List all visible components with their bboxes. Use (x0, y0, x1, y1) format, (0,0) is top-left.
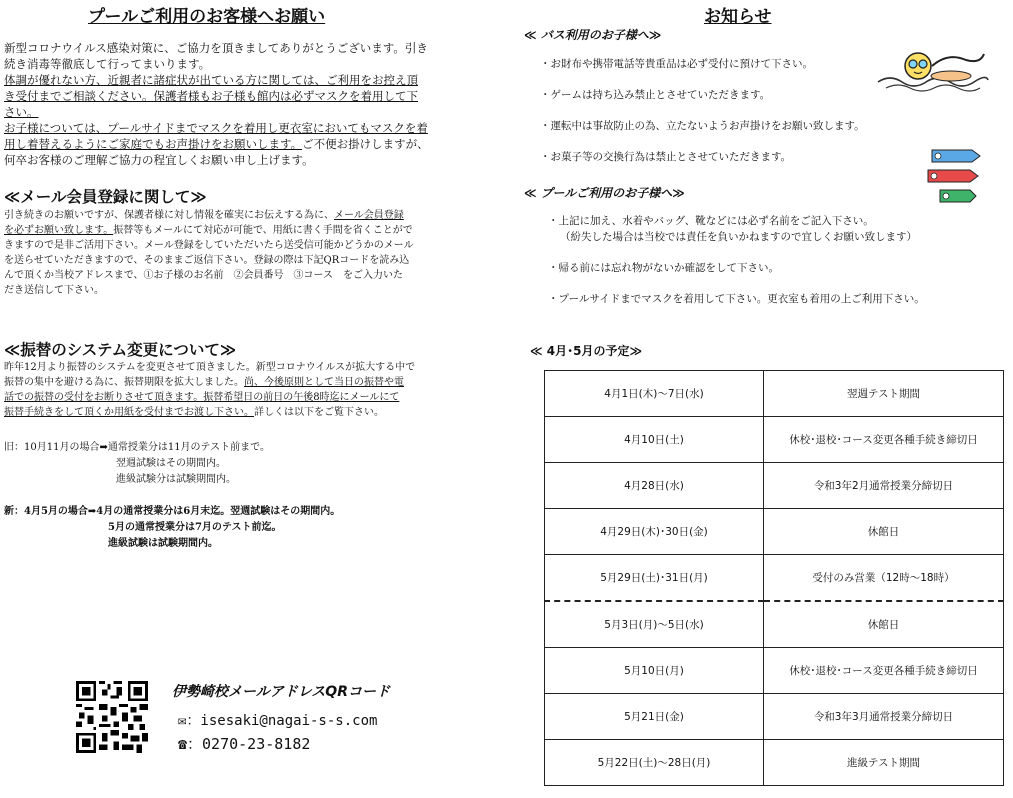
new-line-1: 新：4月5月の場合➡4月の通常授業分は6月末迄。翌週試験はその期間内。 (4, 506, 341, 517)
schedule-table (544, 370, 1004, 786)
schedule-date: 5月10日(月) (545, 648, 764, 694)
intro-ul-5-row (4, 136, 429, 152)
mail-line-1 (4, 208, 404, 224)
notice-title: お知らせ (704, 7, 772, 27)
phone-number[interactable]: ☎：0270-23-8182 (178, 735, 311, 753)
mail-line-1-text: 引き続きのお願いですが、保護者様に対し情報を確実にお伝えする為に、 (4, 210, 334, 221)
furikae-line-2-text: 振替の集中を避ける為に、振替期限を拡大しました。 (4, 377, 244, 388)
schedule-event: 休校･退校･コース変更各種手続き締切日 (764, 648, 1004, 694)
schedule-date: 5月21日(金) (545, 694, 764, 740)
schedule-event: 受付のみ営業（12時～18時） (764, 555, 1004, 602)
mail-line-5: んで頂くか当校アドレスまで、①お子様のお名前 ②会員番号 ③コース をご入力いた (4, 270, 403, 281)
furikae-line-5: 詳しくは以下をご覧下さい。 (254, 407, 384, 418)
schedule-date: 5月3日(月)～5日(水) (545, 601, 764, 648)
old-line-2: 翌週試験はその期間内。 (116, 458, 226, 469)
mail-line-2-rest: 振替等もメールにて対応が可能で、用紙に書く手間を省くことがで (113, 225, 413, 236)
schedule-date: 4月1日(木)～7日(水) (545, 371, 764, 417)
pool-item-1-note: （紛失した場合は当校では責任を負いかねますので宜しくお願い致します） (560, 231, 917, 243)
furikae-line-1: 昨年12月より振替のシステムを変更させて頂きました。新型コロナウイルスが拡大する中で (4, 362, 416, 373)
schedule-title: ≪ 4月･5月の予定≫ (530, 344, 643, 358)
table-row (545, 740, 1004, 786)
table-row (545, 601, 1004, 648)
intro-last: 何卒お客様のご理解ご協力の程宜しくお願い申し上げます。 (4, 153, 314, 167)
pool-item-1: ・上記に加え、水着やバッグ、靴などには必ず名前をご記入下さい。 (548, 215, 874, 227)
intro-line-2: 続き消毒等徹底して行ってまいります。 (4, 57, 211, 71)
furikae-line-2 (4, 375, 404, 391)
table-row (545, 371, 1004, 417)
schedule-event: 休館日 (764, 509, 1004, 555)
intro-tail: ご不便お掛けしますが、 (302, 137, 429, 151)
furikae-line-4-text: 振替手続きをして頂くか用紙を受付までお渡し下さい。 (4, 407, 254, 418)
schedule-date: 4月29日(木)･30日(金) (545, 509, 764, 555)
mail-line-4: を送らせていただきますので、そのままご返信下さい。登録の際は下記QRコードを読み込 (4, 255, 410, 266)
new-line-2: 5月の通常授業分は7月のテスト前迄。 (108, 522, 282, 533)
schedule-event: 休館日 (764, 601, 1004, 648)
mail-underline-b: を必ずお願い致します。 (4, 225, 114, 236)
bus-section-title: ≪ バス利用のお子様へ≫ (524, 28, 662, 42)
schedule-date: 5月22日(土)～28日(月) (545, 740, 764, 786)
intro-ul-4: お子様については、プールサイドまでマスクを着用し更衣室においてもマスクを着 (4, 121, 428, 135)
mail-line-3: きますので是非ご活用下さい。メール登録をしていただいたら送受信可能かどうかのメール (4, 240, 414, 251)
table-row (545, 555, 1004, 602)
bus-item-4: ・お菓子等の交換行為は禁止とさせていただきます。 (540, 151, 792, 163)
furikae-ul-1: 尚、今後原則として当日の振替や電 (244, 377, 404, 388)
old-line-3: 進級試験分は試験期間内。 (116, 474, 236, 485)
mail-underline-a: メール会員登録 (334, 210, 404, 221)
intro-ul-3: さい。 (4, 105, 39, 119)
schedule-event: 休校･退校･コース変更各種手続き締切日 (764, 417, 1004, 463)
schedule-date: 4月28日(水) (545, 463, 764, 509)
table-row (545, 463, 1004, 509)
bus-item-2: ・ゲームは持ち込み禁止とさせていただきます。 (540, 89, 771, 101)
intro-line-1: 新型コロナウイルス感染対策に、ご協力を頂きましてありがとうございます。引き (4, 41, 428, 55)
koinobori-illustration-icon (926, 146, 984, 206)
schedule-event: 令和3年3月通常授業分締切日 (764, 694, 1004, 740)
pool-section-title: ≪ プールご利用のお子様へ≫ (524, 186, 685, 200)
pool-item-3: ・プールサイドまでマスクを着用して下さい。更衣室も着用の上ご利用下さい。 (548, 293, 925, 305)
intro-ul-2: き受付までご相談ください。保護者様もお子様も館内は必ずマスクを着用して下 (4, 89, 418, 103)
furikae-line-3: 話での振替の受付をお断りさせて頂きます。振替希望日の前日の午後8時迄にメールにて (4, 392, 400, 403)
furikae-line-4 (4, 405, 384, 421)
schedule-event: 翌週テスト期間 (764, 371, 1004, 417)
bus-item-1: ・お財布や携帯電話等貴重品は必ず受付に預けて下さい。 (540, 58, 813, 70)
schedule-date: 5月29日(土)･31日(月) (545, 555, 764, 602)
mail-line-6: だき送信して下さい。 (4, 285, 104, 296)
table-row (545, 509, 1004, 555)
schedule-event: 進級テスト期間 (764, 740, 1004, 786)
pool-notice-title: プールご利用のお客様へお願い (88, 7, 326, 27)
furikae-section-title: ≪振替のシステム変更について≫ (4, 341, 237, 359)
new-line-3: 進級試験は試験期間内。 (108, 538, 218, 549)
email-address[interactable]: ✉：isesaki@nagai-s-s.com (178, 713, 378, 729)
schedule-event: 令和3年2月通常授業分締切日 (764, 463, 1004, 509)
intro-ul-5: 用し着替えるようにご家庭でもお声掛けをお願いします。 (4, 137, 303, 151)
old-line-1: 旧：10月11月の場合➡通常授業分は11月のテスト前まで。 (4, 442, 270, 453)
table-row (545, 694, 1004, 740)
pool-item-2: ・帰る前には忘れ物がないか確認をして下さい。 (548, 262, 779, 274)
qr-code-icon (76, 681, 148, 753)
mail-line-2 (4, 223, 413, 239)
schedule-date: 4月10日(土) (545, 417, 764, 463)
mail-section-title: ≪メール会員登録に関して≫ (4, 188, 207, 206)
qr-label: 伊勢崎校メールアドレスQRコード (172, 684, 390, 700)
table-row (545, 417, 1004, 463)
bus-item-3: ・運転中は事故防止の為、立たないようお声掛けをお願い致します。 (540, 120, 865, 132)
table-row (545, 648, 1004, 694)
intro-ul-1: 体調が優れない方、近親者に諸症状が出ている方に関しては、ご利用をお控え頂 (4, 73, 418, 87)
swimmer-illustration-icon (876, 44, 991, 94)
